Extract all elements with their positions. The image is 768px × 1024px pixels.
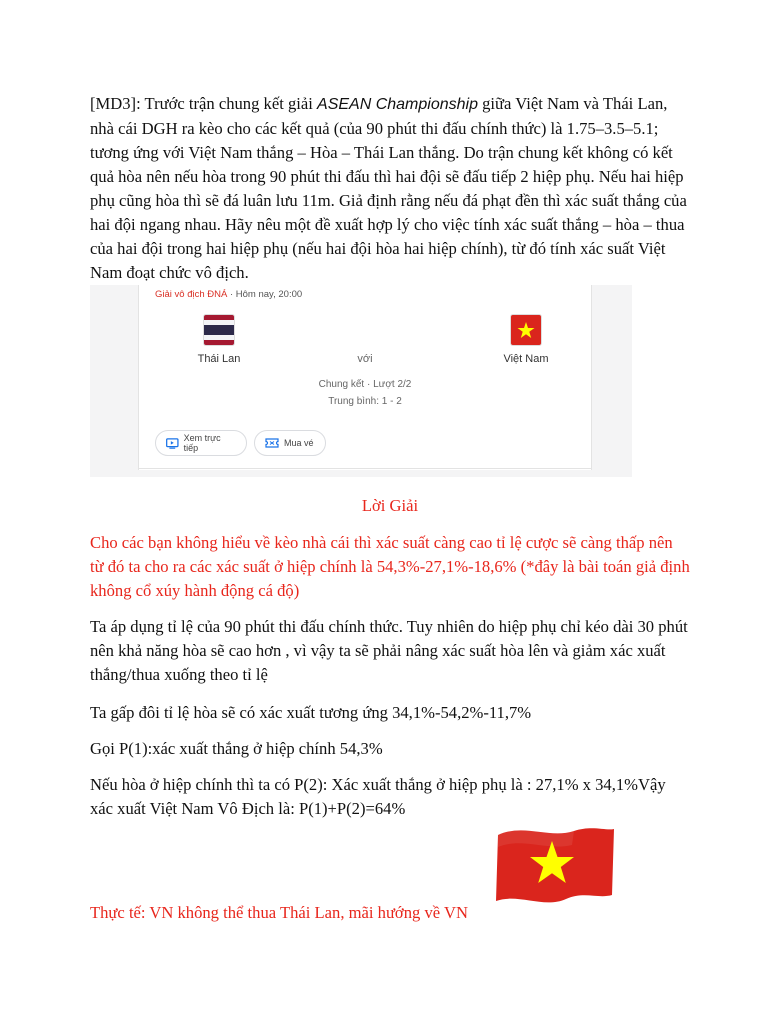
card-divider	[139, 468, 591, 469]
match-stage: Chung kết · Lượt 2/2	[318, 379, 412, 390]
solution-paragraph-1: Ta áp dụng tỉ lệ của 90 phút thi đấu chính thức. Tuy nhiên do hiệp phụ chỉ kéo dài 30 phút nên khả năng hòa sẽ cao hơn , vì vậy ta sẽ phải nâng xác suất hòa lên và giảm xác xuất thắng/thua xuống theo tỉ lệ	[90, 617, 688, 684]
away-team-name: Việt Nam	[503, 353, 549, 365]
vietnam-waving-flag-icon	[494, 825, 616, 907]
problem-statement	[90, 92, 690, 285]
tournament-name: ASEAN Championship	[317, 96, 478, 113]
versus-label: với	[357, 353, 373, 365]
tv-icon	[166, 438, 179, 449]
vietnam-flag-icon	[511, 315, 541, 345]
match-card-header	[155, 289, 302, 300]
problem-body: giữa Việt Nam và Thái Lan, nhà cái DGH ra kèo cho các kết quả (của 90 phút thi đấu chính thức) là 1.75–3.5–5.1; tương ứng với Việt Nam thắng – Hòa – Thái Lan thắng. Do trận chung kết không có kết quả hòa nên nếu hòa trong 90 phút thi đấu thì hai đội sẽ đấu tiếp 2 hiệp phụ. Nếu hai hiệp phụ cũng hòa thì sẽ đá luân lưu 11m. Giả định rằng nếu đá phạt đền thì xác suất thắng của hai đội ngang nhau. Hãy nêu một đề xuất hợp lý cho việc tính xác suất thắng – hòa – thua của hai đội trong hai hiệp phụ (nếu hai đội hòa hai hiệp chính), từ đó tính xác suất Việt Nam đoạt chức vô địch.	[90, 94, 687, 282]
solution-paragraph-2: Ta gấp đôi tỉ lệ hòa sẽ có xác xuất tương ứng 34,1%-54,2%-11,7%	[90, 703, 532, 722]
buy-tickets-label: Mua vé	[284, 438, 314, 448]
league-name[interactable]: Giải vô địch ĐNÁ	[155, 289, 228, 300]
solution-paragraph-3: Gọi P(1):xác xuất thắng ở hiệp chính 54,3%	[90, 739, 383, 758]
team-home[interactable]	[174, 315, 264, 365]
thailand-flag-icon	[204, 315, 234, 345]
buy-tickets-button[interactable]	[254, 430, 326, 456]
watch-live-button[interactable]	[155, 430, 247, 456]
solution-heading: Lời Giải	[361, 496, 419, 515]
match-time: · Hôm nay, 20:00	[227, 289, 303, 300]
match-card	[138, 285, 592, 470]
aggregate-score: Trung bình: 1 - 2	[328, 396, 402, 407]
solution-paragraph-4: Nếu hòa ở hiệp chính thì ta có P(2): Xác xuất thắng ở hiệp phụ là : 27,1% x 34,1%Vậy xác xuất Việt Nam Vô Địch là: P(1)+P(2)=64%	[90, 775, 666, 818]
team-away[interactable]	[481, 315, 571, 365]
home-team-name: Thái Lan	[197, 353, 241, 365]
solution-intro: Cho các bạn không hiểu về kèo nhà cái thì xác suất càng cao tỉ lệ cược sẽ càng thấp nên từ đó ta cho ra các xác suất ở hiệp chính là 54,3%-27,1%-18,6% (*đây là bài toán giả định không cổ xúy hành động cá độ)	[90, 533, 690, 600]
ticket-icon	[265, 438, 279, 448]
watch-live-label: Xem trực tiếp	[183, 433, 221, 453]
reality-note: Thực tế: VN không thể thua Thái Lan, mãi hướng về VN	[90, 903, 468, 922]
problem-prefix: [MD3]: Trước trận chung kết giải	[90, 94, 318, 113]
